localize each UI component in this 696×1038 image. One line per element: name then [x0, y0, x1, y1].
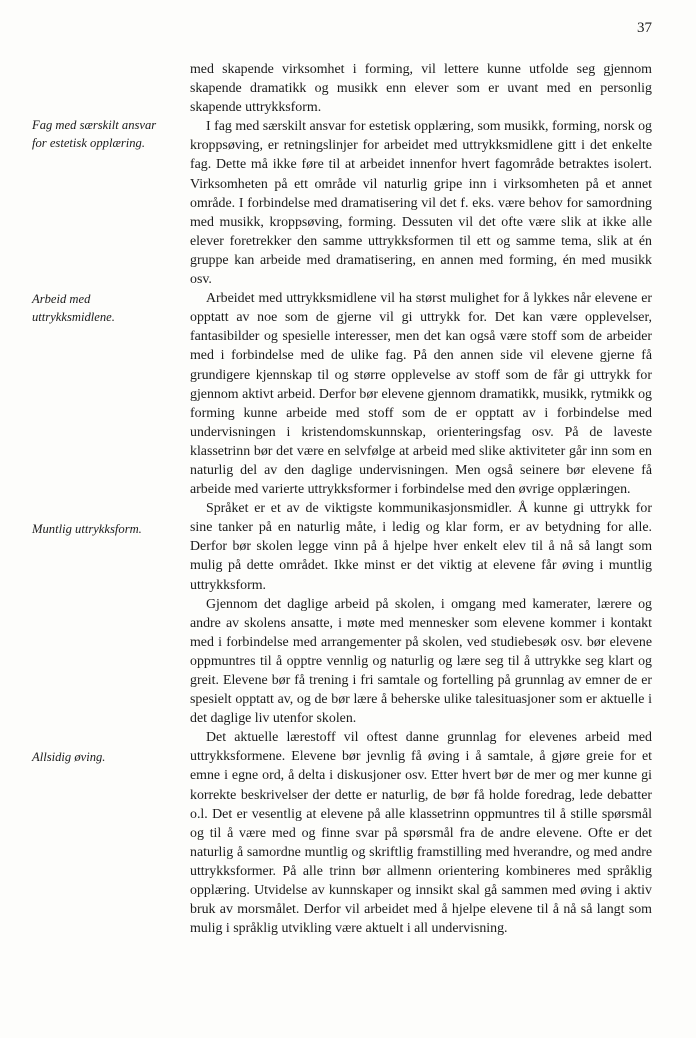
paragraph-3: Arbeidet med uttrykksmidlene vil ha størst mulighet for å lykkes når elevene er opptatt av noe som de gjerne vil gi uttrykk for. Det kan være opplevelser, fantasibilder og spesielle interesser, men det kan også være stoff som de arbeider med i forbindelse med de ulike fag. På den annen side vil elevene gjerne få grundigere kjennskap til og større opplevelse av stoff som de får gi uttrykk for gjennom aktivt arbeid. Derfor bør elevene gjennom dramatikk, musikk, rytmikk og forming kunne arbeide med stoff som de er opptatt av i forbindelse med undervisningen i kristendomskunnskap, orienteringsfag osv. På de laveste klassetrinn bør det være en selvfølge at arbeid med slike aktiviteter går inn som en naturlig del av den daglige undervisningen. Men også seinere bør elevene få arbeide med varierte uttrykksformer i forbindelse med den øvrige opplæringen.: [190, 291, 652, 498]
paragraph-5: Gjennom det daglige arbeid på skolen, i omgang med kamerater, lærere og andre av skolens ansatte, i møte med mennesker som elevene kommer i kontakt med i forbindelse med arrangementer på skolen, ved studiebesøk osv. bør elevene oppmuntres til å opptre vennlig og naturlig og lære seg til å uttrykke seg klart og greit. Elevene bør få trening i fri samtale og fortelling på grunnlag av emner de er spesielt opptatt av, og de bør lære å beherske ulike talesituasjoner som er aktuelle i det daglige liv utenfor skolen.: [190, 596, 652, 727]
body-text: [190, 60, 652, 938]
page-number: 37: [637, 20, 652, 36]
margin-note-uttrykksmidlene: Arbeid med uttrykksmidlene.: [32, 292, 115, 325]
margin-note-estetisk: Fag med særskilt ansvar for estetisk opplæring.: [32, 118, 157, 151]
margin-note-allsidig: Allsidig øving.: [32, 750, 106, 764]
margin-note-muntlig: Muntlig uttrykksform.: [32, 522, 142, 536]
paragraph-2: I fag med særskilt ansvar for estetisk opplæring, som musikk, forming, norsk og kroppsøving, er retningslinjer for arbeidet med uttrykksmidlene gitt i det enkelte fag. Dette må ikke føre til at arbeidet innenfor hvert fagområde betraktes isolert. Virksomheten på ett område vil naturlig gripe inn i virksomheten på et annet område. I forbindelse med dramatisering vil det f. eks. være behov for samordning med musikk, kroppsøving, forming. Dessuten vil det ofte være slik at ikke alle elever foretrekker den samme uttrykksformen til ett og samme tema, slik at én gruppe kan arbeide med dramatisering, en annen med forming, én med musikk osv.: [190, 119, 652, 288]
paragraph-6: Det aktuelle lærestoff vil oftest danne grunnlag for elevenes arbeid med uttrykksformene. Elevene bør jevnlig få øving i å samtale, å gjøre greie for et emne i egne ord, å delta i diskusjoner osv. Etter hvert bør de mer og mer kunne gi korrekte beskrivelser der dette er naturlig, de bør få holde foredrag, lede debatter o.l. Det er vesentlig at elevene på alle klassetrinn oppmuntres til å stille spørsmål og til å være med og finne svar på spørsmål fra de andre elevene. Ofte er det naturlig å samordne muntlig og skriftlig framstilling med hverandre, og med andre uttrykksformer. På alle trinn bør allmenn orientering kombineres med språklig opplæring. Utvidelse av kunnskaper og innsikt skal gå sammen med øving i aktiv bruk av morsmålet. Derfor vil arbeidet med å hjelpe elevene til å nå så langt som mulig i språklig utvikling være aktuelt i all undervisning.: [190, 730, 652, 937]
paragraph-1: med skapende virksomhet i forming, vil lettere kunne utfolde seg gjennom skapende dramatikk og musikk enn elever som er uvant med en personlig skapende uttrykksform.: [190, 62, 652, 116]
paragraph-4: Språket er et av de viktigste kommunikasjonsmidler. Å kunne gi uttrykk for sine tanker på en naturlig måte, i ledig og klar form, er av betydning for alle. Derfor bør skolen legge vinn på å hjelpe hver enkelt elev til å nå så langt som mulig på dette området. Ikke minst er det viktig at elevene får øving i muntlig uttrykksform.: [190, 501, 652, 593]
